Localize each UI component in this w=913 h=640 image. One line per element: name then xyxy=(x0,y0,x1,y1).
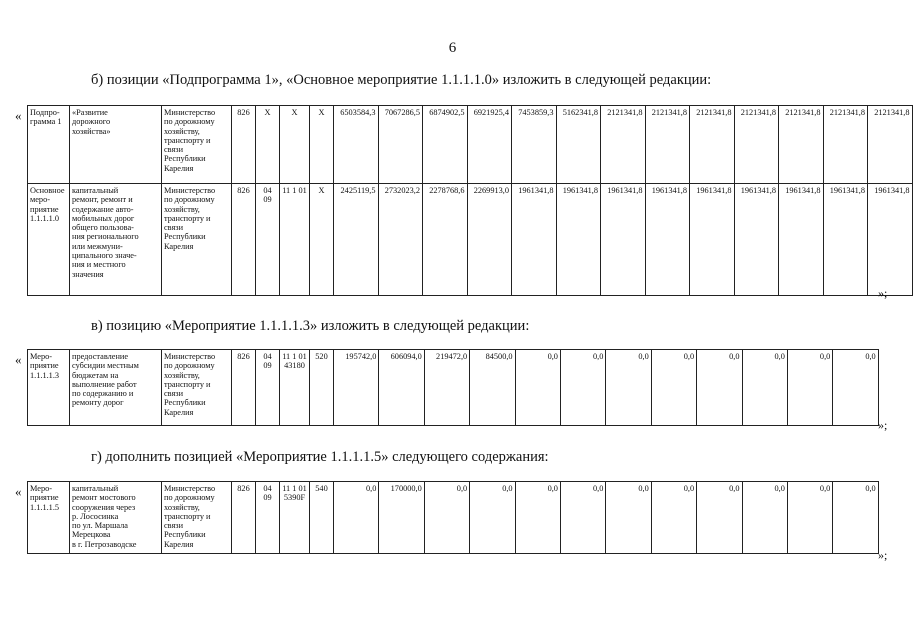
value-cell: 0,0 xyxy=(742,482,787,554)
value-cell: 0,0 xyxy=(787,482,832,554)
value-cell: 0,0 xyxy=(697,350,742,426)
value-cell: 0,0 xyxy=(697,482,742,554)
value-cell: 1961341,8 xyxy=(779,184,824,296)
section-d-heading: г) дополнить позицией «Мероприятие 1.1.1.1.5» следующего содержания: xyxy=(91,449,549,465)
value-cell: 2121341,8 xyxy=(868,106,913,184)
value-cell: 0,0 xyxy=(651,482,696,554)
section-b-open-quote: « xyxy=(15,108,22,123)
executor-cell: Министерство по дорожному хозяйству, транспорту и связи Республики Карелия xyxy=(162,482,232,554)
grbs-cell: 826 xyxy=(232,106,256,184)
grbs-cell: 826 xyxy=(232,482,256,554)
value-cell: 0,0 xyxy=(515,482,560,554)
value-cell: 2121341,8 xyxy=(690,106,735,184)
value-cell: 1961341,8 xyxy=(556,184,601,296)
csr-cell: Х xyxy=(280,106,310,184)
rzpr-cell: 04 09 xyxy=(256,482,280,554)
value-cell: 2732023,2 xyxy=(378,184,423,296)
vr-cell: 540 xyxy=(310,482,334,554)
value-cell: 0,0 xyxy=(651,350,696,426)
value-cell: 7067286,5 xyxy=(378,106,423,184)
section-c-table xyxy=(27,349,879,426)
title-cell: «Развитие дорожного хозяйства» xyxy=(70,106,162,184)
value-cell: 0,0 xyxy=(787,350,832,426)
section-d-open-quote: « xyxy=(15,484,22,499)
value-cell: 606094,0 xyxy=(379,350,424,426)
vr-cell: Х xyxy=(310,106,334,184)
value-cell: 1961341,8 xyxy=(512,184,557,296)
value-cell: 2121341,8 xyxy=(779,106,824,184)
value-cell: 0,0 xyxy=(470,482,515,554)
section-c-heading: в) позицию «Мероприятие 1.1.1.1.3» изложить в следующей редакции: xyxy=(91,318,530,334)
value-cell: 195742,0 xyxy=(334,350,379,426)
value-cell: 2121341,8 xyxy=(823,106,868,184)
csr-cell: 11 1 01 xyxy=(280,184,310,296)
section-b-heading: б) позиции «Подпрограмма 1», «Основное мероприятие 1.1.1.1.0» изложить в следующей редакции: xyxy=(91,72,712,88)
value-cell: 6503584,3 xyxy=(334,106,379,184)
section-b-close-quote: »; xyxy=(878,286,888,300)
value-cell: 2425119,5 xyxy=(334,184,379,296)
value-cell: 0,0 xyxy=(515,350,560,426)
page-number: 6 xyxy=(448,40,457,56)
title-cell: капитальный ремонт мостового сооружения через р. Лососинка по ул. Маршала Мерецкова в г. Петрозаводске xyxy=(70,482,162,554)
title-cell: предоставление субсидии местным бюджетам на выполнение работ по содержанию и ремонту дорог xyxy=(70,350,162,426)
table-row xyxy=(28,482,879,554)
section-c-open-quote: « xyxy=(15,352,22,367)
value-cell: 2121341,8 xyxy=(601,106,646,184)
table-row xyxy=(28,106,913,184)
section-c-close-quote: »; xyxy=(878,418,888,432)
section-d-close-quote: »; xyxy=(878,548,888,562)
value-cell: 6874902,5 xyxy=(423,106,468,184)
value-cell: 6921925,4 xyxy=(467,106,512,184)
value-cell: 2121341,8 xyxy=(645,106,690,184)
executor-cell: Министерство по дорожному хозяйству, транспорту и связи Республики Карелия xyxy=(162,184,232,296)
rzpr-cell: 04 09 xyxy=(256,184,280,296)
value-cell: 0,0 xyxy=(833,482,878,554)
value-cell: 1961341,8 xyxy=(823,184,868,296)
rzpr-cell: 04 09 xyxy=(256,350,280,426)
value-cell: 0,0 xyxy=(560,482,605,554)
value-cell: 0,0 xyxy=(833,350,878,426)
value-cell: 84500,0 xyxy=(470,350,515,426)
title-cell: капитальный ремонт, ремонт и содержание авто- мобильных дорог общего пользова- ния регионального или межмуни- ципального значе- ния и местного значения xyxy=(70,184,162,296)
csr-cell: 11 1 01 5390F xyxy=(280,482,310,554)
name-cell: Меро- приятие 1.1.1.1.3 xyxy=(28,350,70,426)
name-cell: Подпро- грамма 1 xyxy=(28,106,70,184)
value-cell: 1961341,8 xyxy=(734,184,779,296)
value-cell: 2269913,0 xyxy=(467,184,512,296)
name-cell: Основное меро- приятие 1.1.1.1.0 xyxy=(28,184,70,296)
section-d-table xyxy=(27,481,879,554)
vr-cell: Х xyxy=(310,184,334,296)
value-cell: 1961341,8 xyxy=(601,184,646,296)
grbs-cell: 826 xyxy=(232,184,256,296)
rzpr-cell: Х xyxy=(256,106,280,184)
value-cell: 0,0 xyxy=(424,482,469,554)
executor-cell: Министерство по дорожному хозяйству, транспорту и связи Республики Карелия xyxy=(162,350,232,426)
value-cell: 2278768,6 xyxy=(423,184,468,296)
value-cell: 1961341,8 xyxy=(868,184,913,296)
csr-cell: 11 1 01 43180 xyxy=(280,350,310,426)
table-row xyxy=(28,350,879,426)
value-cell: 2121341,8 xyxy=(734,106,779,184)
value-cell: 0,0 xyxy=(742,350,787,426)
grbs-cell: 826 xyxy=(232,350,256,426)
name-cell: Меро- приятие 1.1.1.1.5 xyxy=(28,482,70,554)
value-cell: 5162341,8 xyxy=(556,106,601,184)
value-cell: 219472,0 xyxy=(424,350,469,426)
value-cell: 1961341,8 xyxy=(690,184,735,296)
value-cell: 1961341,8 xyxy=(645,184,690,296)
value-cell: 170000,0 xyxy=(379,482,424,554)
value-cell: 0,0 xyxy=(560,350,605,426)
executor-cell: Министерство по дорожному хозяйству, транспорту и связи Республики Карелия xyxy=(162,106,232,184)
section-b-table xyxy=(27,105,913,296)
value-cell: 0,0 xyxy=(334,482,379,554)
table-row xyxy=(28,184,913,296)
value-cell: 0,0 xyxy=(606,482,651,554)
vr-cell: 520 xyxy=(310,350,334,426)
value-cell: 7453859,3 xyxy=(512,106,557,184)
value-cell: 0,0 xyxy=(606,350,651,426)
